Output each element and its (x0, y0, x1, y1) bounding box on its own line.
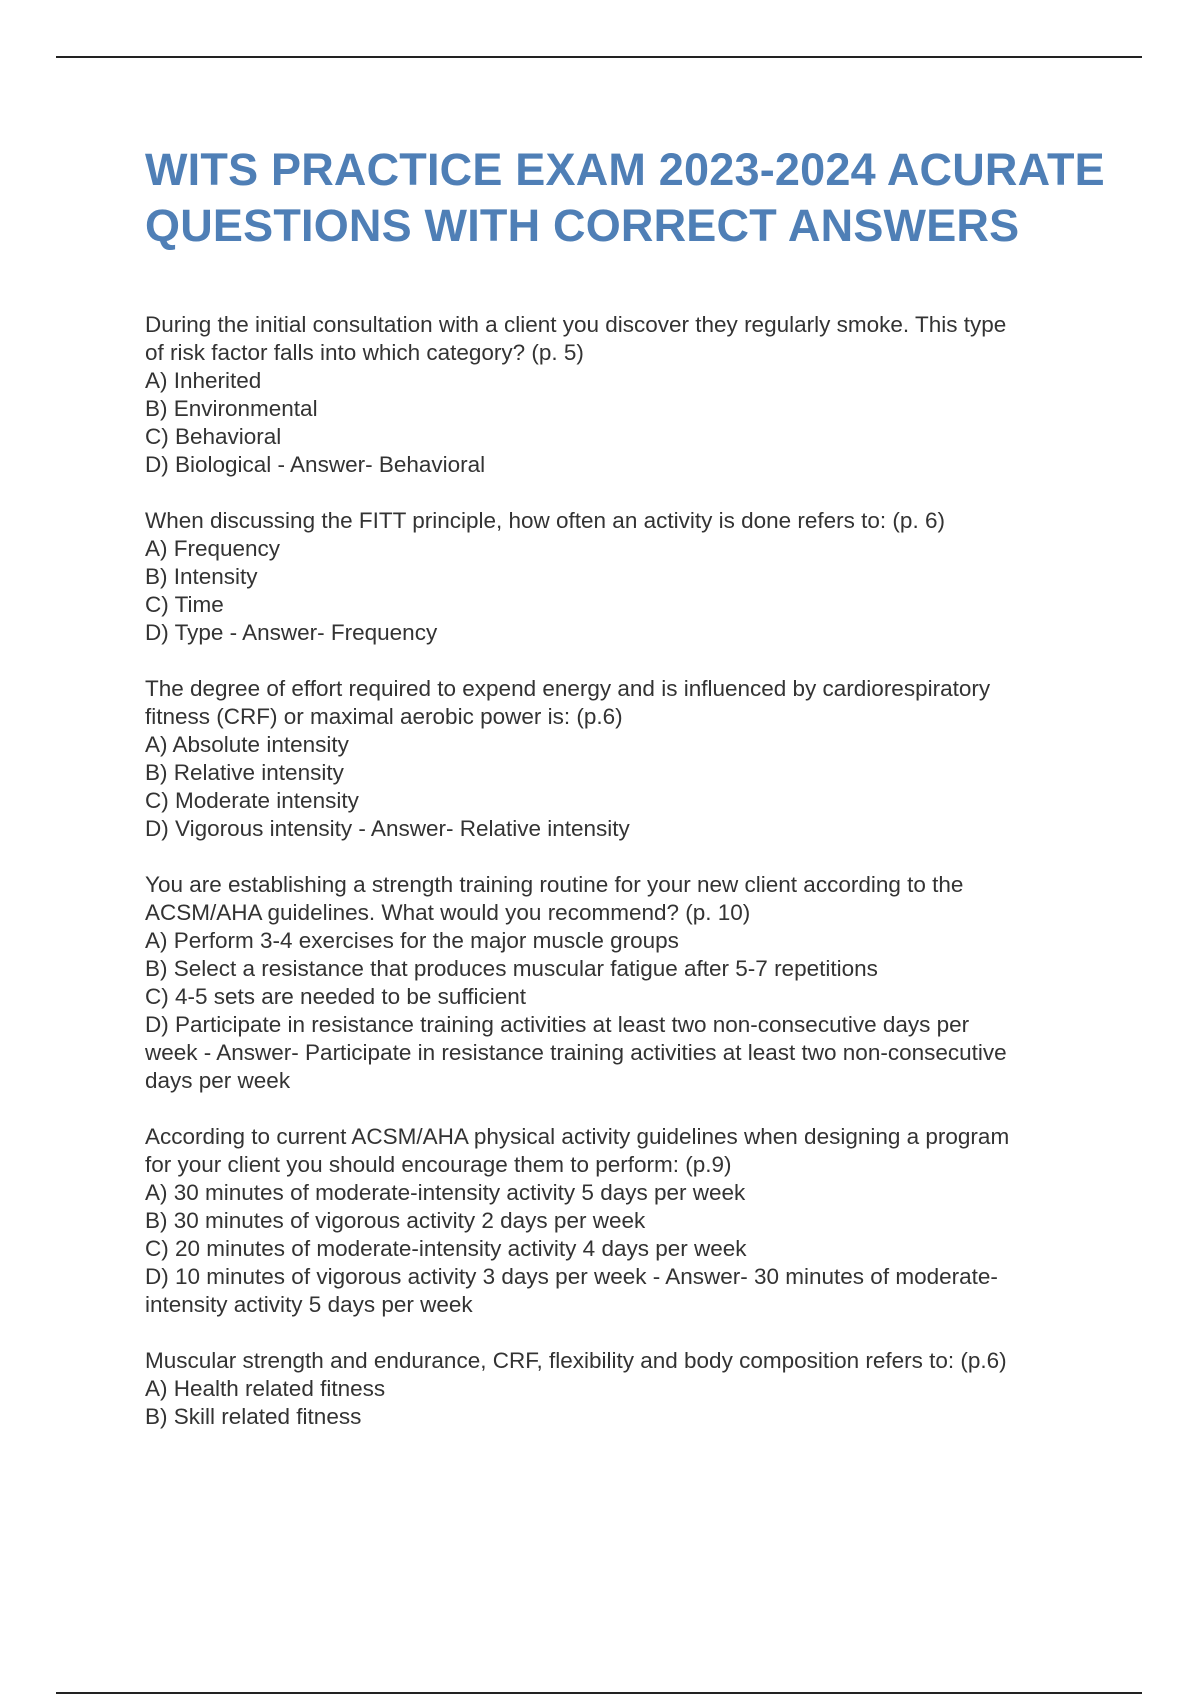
answer-option: B) Environmental (145, 396, 318, 421)
question-block-6 (145, 1347, 1105, 1431)
page-title (145, 142, 1185, 254)
answer-option: B) 30 minutes of vigorous activity 2 days per week (145, 1208, 646, 1233)
question-block-2 (145, 507, 1105, 647)
title-line-1: WITS PRACTICE EXAM 2023-2024 ACURATE (145, 144, 1105, 195)
answer-option: A) Frequency (145, 536, 281, 561)
answer-option: B) Relative intensity (145, 760, 344, 785)
answer-option: C) 20 minutes of moderate-intensity activity 4 days per week (145, 1236, 747, 1261)
answer-option: B) Select a resistance that produces muscular fatigue after 5-7 repetitions (145, 956, 878, 981)
answer-option: A) Health related fitness (145, 1376, 386, 1401)
question-list (145, 311, 1105, 1459)
question-text: for your client you should encourage them to perform: (p.9) (145, 1152, 732, 1177)
question-block-3 (145, 675, 1105, 843)
question-text: During the initial consultation with a client you discover they regularly smoke. This type (145, 312, 1007, 337)
title-line-2: QUESTIONS WITH CORRECT ANSWERS (145, 200, 1020, 251)
answer-text: intensity activity 5 days per week (145, 1292, 473, 1317)
question-text: You are establishing a strength training routine for your new client according to the (145, 872, 964, 897)
answer-option-with-answer: D) Biological - Answer- Behavioral (145, 452, 486, 477)
question-text: According to current ACSM/AHA physical activity guidelines when designing a program (145, 1124, 1010, 1149)
answer-text: days per week (145, 1068, 291, 1093)
answer-option: A) Inherited (145, 368, 262, 393)
answer-option: D) Participate in resistance training activities at least two non-consecutive days per (145, 1012, 970, 1037)
answer-option: C) 4-5 sets are needed to be sufficient (145, 984, 527, 1009)
bottom-rule (56, 1692, 1142, 1694)
question-text: The degree of effort required to expend energy and is influenced by cardiorespiratory (145, 676, 991, 701)
answer-option: B) Intensity (145, 564, 258, 589)
answer-option: A) 30 minutes of moderate-intensity activity 5 days per week (145, 1180, 746, 1205)
question-block-1 (145, 311, 1105, 479)
answer-option: A) Perform 3-4 exercises for the major muscle groups (145, 928, 679, 953)
answer-option: B) Skill related fitness (145, 1404, 362, 1429)
question-text: ACSM/AHA guidelines. What would you recommend? (p. 10) (145, 900, 751, 925)
question-text: of risk factor falls into which category? (p. 5) (145, 340, 584, 365)
answer-text: week - Answer- Participate in resistance training activities at least two non-consecutive (145, 1040, 1007, 1065)
answer-option: C) Time (145, 592, 224, 617)
answer-option: C) Behavioral (145, 424, 282, 449)
answer-option-with-answer: D) Vigorous intensity - Answer- Relative intensity (145, 816, 630, 841)
answer-option: A) Absolute intensity (145, 732, 349, 757)
answer-option: C) Moderate intensity (145, 788, 359, 813)
top-rule (56, 56, 1142, 58)
question-block-5 (145, 1123, 1105, 1319)
question-text: fitness (CRF) or maximal aerobic power is: (p.6) (145, 704, 623, 729)
answer-option-with-answer: D) Type - Answer- Frequency (145, 620, 438, 645)
question-text: Muscular strength and endurance, CRF, flexibility and body composition refers to: (p.6) (145, 1348, 1007, 1373)
question-block-4 (145, 871, 1105, 1095)
question-text: When discussing the FITT principle, how often an activity is done refers to: (p. 6) (145, 508, 945, 533)
answer-option-with-answer: D) 10 minutes of vigorous activity 3 days per week - Answer- 30 minutes of moderate- (145, 1264, 998, 1289)
